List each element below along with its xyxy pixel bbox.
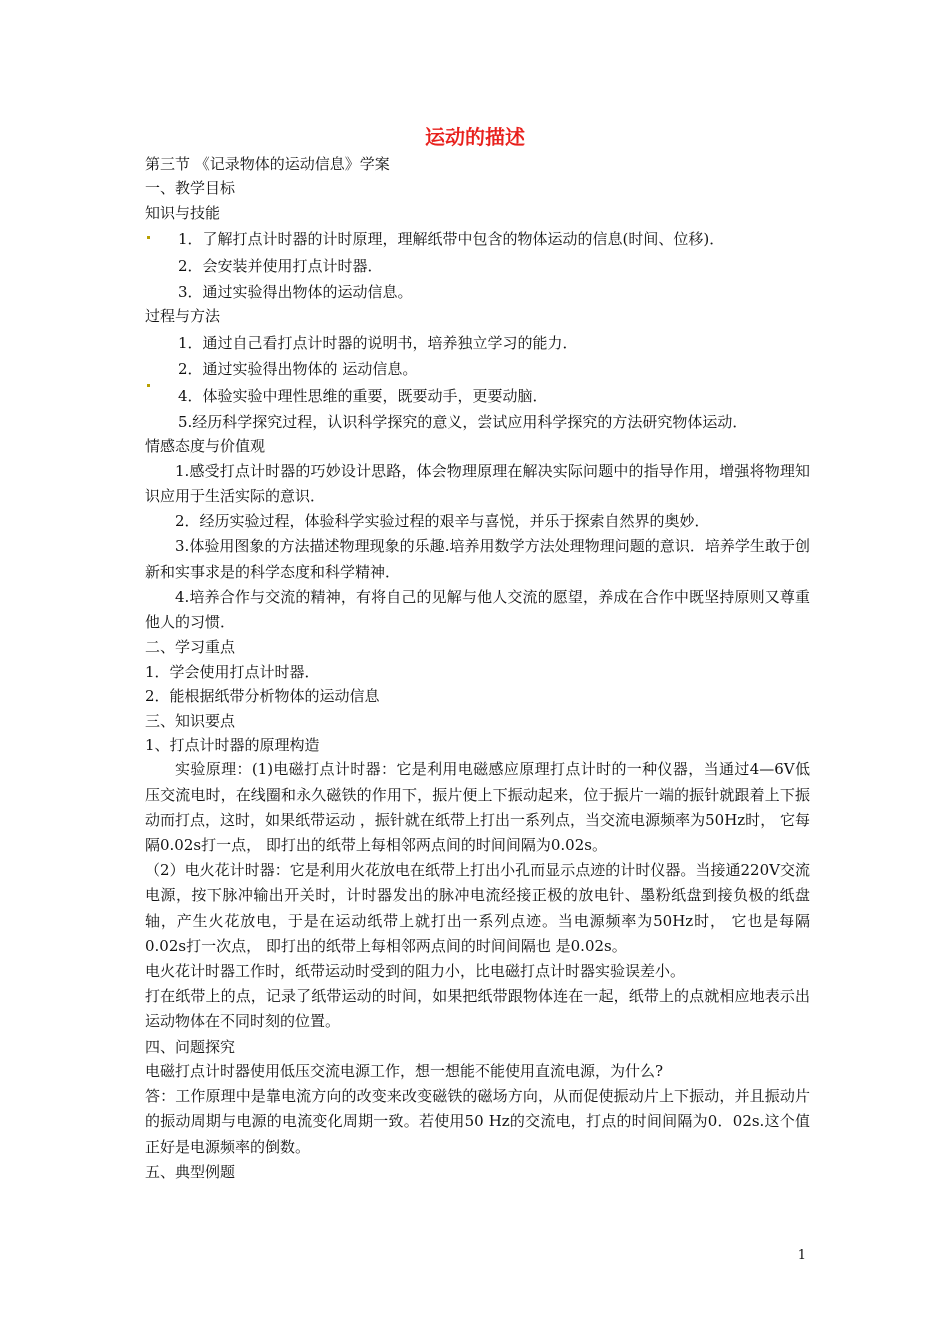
- emotion-item: 3.体验用图象的方法描述物理现象的乐趣.培养用数学方法处理物理问题的意识．培养学生敢于创新和实事求是的科学态度和科学精神．: [145, 537, 810, 581]
- emotion-item: 4.培养合作与交流的精神，有将自己的见解与他人交流的愿望，养成在合作中既坚持原则又尊重他人的习惯．: [145, 587, 810, 632]
- focus-item: 1．学会使用打点计时器．: [145, 662, 320, 681]
- heading-teaching-goals: 一、教学目标: [145, 179, 236, 198]
- heading-knowledge-skills: 知识与技能: [145, 203, 221, 222]
- process-item: 4．体验实验中理性思维的重要，既要动手，更要动脑．: [178, 386, 548, 405]
- paragraph-spark-timer-advantage: 电火花计时器工作时，纸带运动时受到的阻力小，比电磁打点计时器实验误差小。: [145, 961, 686, 980]
- heading-learning-focus: 二、学习重点: [145, 638, 236, 657]
- paragraph-spark-timer: （2）电火花计时器：它是利用火花放电在纸带上打出小孔而显示点迹的计时仪器。当接通220V交流电源，按下脉冲输出开关时，计时器发出的脉冲电流经接正极的放电针、墨粉纸盘到接负极的纸盘轴，产生火花放电，于是在运动纸带上就打出一系列点迹。当电源频率为50Hz时， 它也是每隔0.02s打一次点， 即打出的纸带上每相邻两点间的时间间隔也 是0.02s。: [145, 861, 810, 955]
- process-item: 2．通过实验得出物体的 运动信息。: [178, 360, 418, 379]
- process-item: 5.经历科学探究过程，认识科学探究的意义，尝试应用科学探究的方法研究物体运动．: [178, 413, 748, 432]
- page-title: 运动的描述: [425, 125, 525, 149]
- section-subtitle: 第三节 《记录物体的运动信息》学案: [145, 155, 390, 173]
- paragraph-tape-dots: 打在纸带上的点，记录了纸带运动的时间，如果把纸带跟物体连在一起，纸带上的点就相应地表示出运动物体在不同时刻的位置。: [145, 987, 810, 1031]
- knowledge-item: 2．会安装并使用打点计时器．: [178, 256, 383, 275]
- knowledge-item: 1．了解打点计时器的计时原理，理解纸带中包含的物体运动的信息(时间、位移)．: [178, 230, 725, 249]
- heading-process-method: 过程与方法: [145, 307, 221, 326]
- emotion-item: 2．经历实验过程，体验科学实验过程的艰辛与喜悦，并乐于探索自然界的奥妙．: [175, 512, 710, 531]
- focus-item: 2．能根据纸带分析物体的运动信息: [145, 687, 380, 706]
- heading-key-points: 三、知识要点: [145, 711, 236, 730]
- answer-text: 答：工作原理中是靠电流方向的改变来改变磁铁的磁场方向，从而促使振动片上下振动，并且振动片的振动周期与电源的电流变化周期一致。若使用50 Hz的交流电，打点的时间间隔为0．02s.这个值正好是电源频率的倒数。: [145, 1087, 810, 1156]
- knowledge-item: 3．通过实验得出物体的运动信息。: [178, 283, 413, 302]
- artifact-mark: [147, 236, 150, 239]
- artifact-mark: [147, 384, 150, 387]
- question-text: 电磁打点计时器使用低压交流电源工作，想一想能不能使用直流电源，为什么?: [145, 1061, 664, 1080]
- document-body: [145, 152, 810, 1184]
- heading-typical-examples: 五、典型例题: [145, 1162, 236, 1181]
- subheading-timer-principle: 1、打点计时器的原理构造: [145, 735, 320, 754]
- page-number: 1: [797, 1248, 806, 1263]
- paragraph-electromagnetic-timer: 实验原理：(1)电磁打点计时器：它是利用电磁感应原理打点计时的一种仪器，当通过4—6V低压交流电时，在线圈和永久磁铁的作用下，振片便上下振动起来，位于振片一端的振针就跟着上下振动而打点，这时，如果纸带运动 ，振针就在纸带上打出一系列点，当交流电源频率为50Hz时， 它每隔0.02s打一点， 即打出的纸带上每相邻两点间的时间间隔为0.02s。: [145, 760, 810, 854]
- heading-emotion-values: 情感态度与价值观: [145, 437, 266, 456]
- heading-problem-exploration: 四、问题探究: [145, 1037, 236, 1056]
- process-item: 1．通过自己看打点计时器的说明书，培养独立学习的能力．: [178, 333, 578, 352]
- emotion-item: 1.感受打点计时器的巧妙设计思路，体会物理原理在解决实际问题中的指导作用，增强将物理知识应用于生活实际的意识．: [145, 461, 810, 506]
